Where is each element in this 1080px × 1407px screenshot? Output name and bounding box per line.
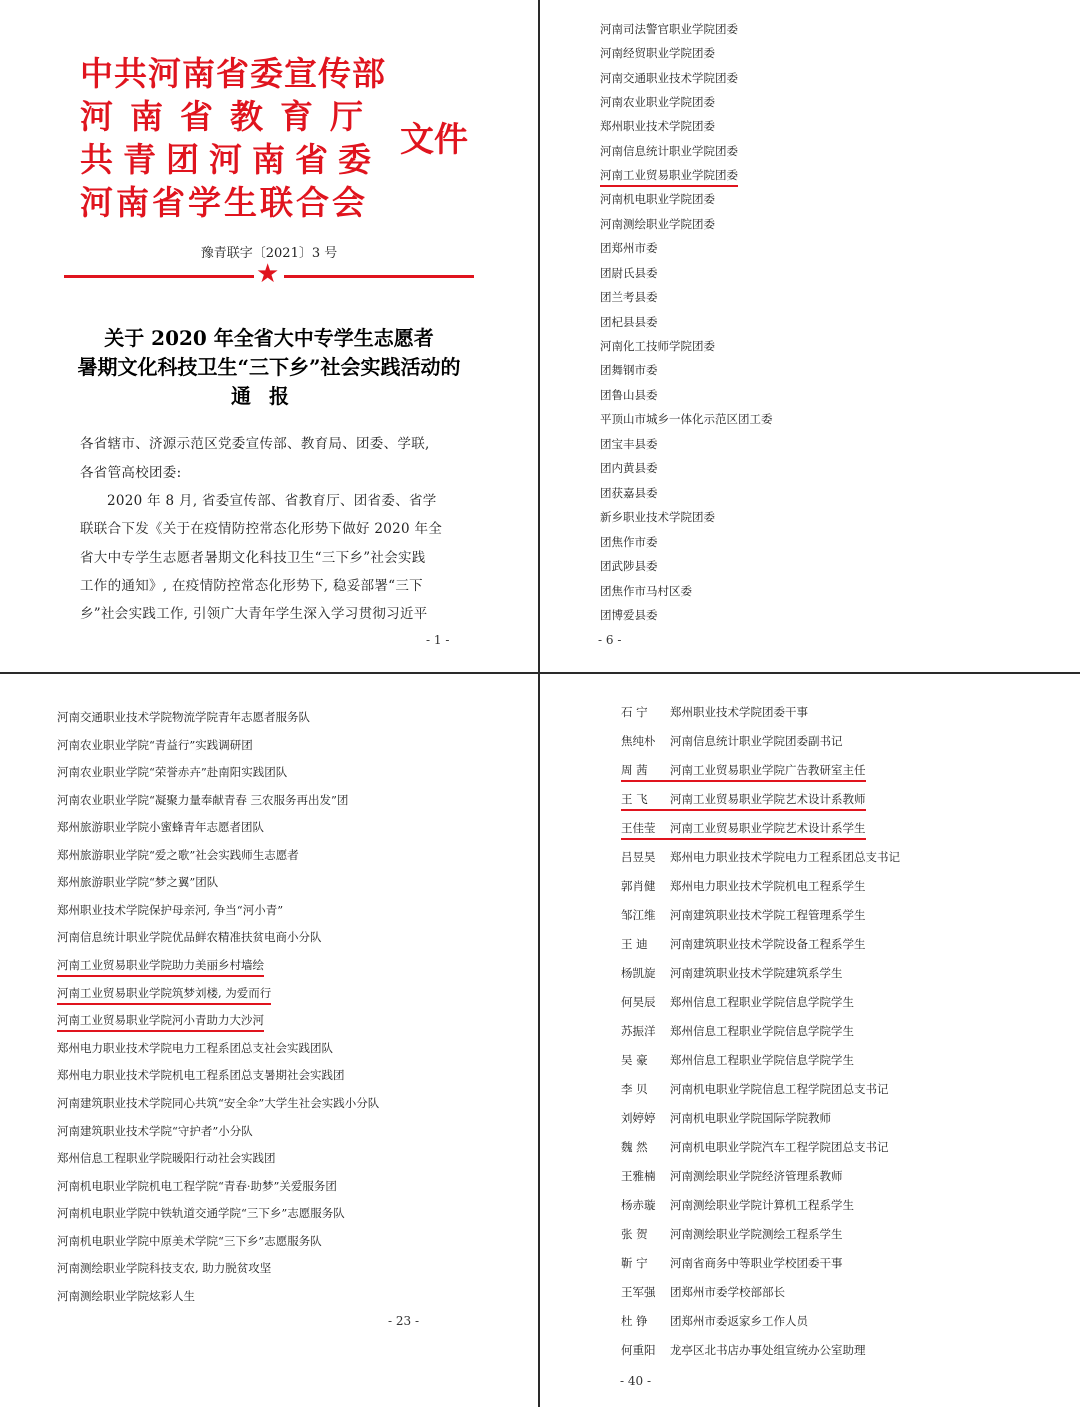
list-item: 河南机电职业学院中原美术学院“三下乡”志愿服务队 xyxy=(57,1234,322,1248)
body-line: 各省管高校团委: xyxy=(80,465,182,481)
person-name: 杨凯旋 xyxy=(621,966,656,980)
person-name: 何重阳 xyxy=(621,1343,656,1357)
person-name: 邹江维 xyxy=(621,908,656,922)
person-name: 王军强 xyxy=(621,1285,656,1299)
person-position: 龙亭区北书店办事处组宣统办公室助理 xyxy=(670,1343,866,1357)
person-name: 张 贺 xyxy=(621,1227,648,1241)
person-position: 河南工业贸易职业学院广告教研室主任 xyxy=(670,763,866,777)
list-item: 团尉氏县委 xyxy=(600,266,658,280)
list-item: 河南农业职业学院“青益行”实践调研团 xyxy=(57,738,253,752)
person-position: 团郑州市委学校部部长 xyxy=(670,1285,785,1299)
list-item: 郑州信息工程职业学院暖阳行动社会实践团 xyxy=(57,1151,276,1165)
person-position: 河南建筑职业技术学院设备工程系学生 xyxy=(670,937,866,951)
person-row-highlighted xyxy=(621,791,866,811)
person-position: 河南信息统计职业学院团委副书记 xyxy=(670,734,843,748)
list-item: 河南机电职业学院团委 xyxy=(600,192,715,206)
person-row xyxy=(621,1139,889,1155)
person-name: 王 飞 xyxy=(621,792,648,806)
list-item: 团获嘉县委 xyxy=(600,486,658,500)
person-row xyxy=(621,1226,843,1242)
person-position: 郑州电力职业技术学院机电工程系学生 xyxy=(670,879,866,893)
list-item: 团鲁山县委 xyxy=(600,388,658,402)
person-row xyxy=(621,1255,843,1271)
person-name: 吕昱昊 xyxy=(621,850,656,864)
list-item: 河南测绘职业学院炫彩人生 xyxy=(57,1289,195,1303)
body-line: 2020 年 8 月, 省委宣传部、省教育厅、团省委、省学 xyxy=(107,493,437,509)
person-row-highlighted xyxy=(621,820,866,840)
person-row xyxy=(621,994,854,1010)
person-row xyxy=(621,733,843,749)
person-name: 刘婷婷 xyxy=(621,1111,656,1125)
issuer-youth-league: 共青团河南省委 xyxy=(80,140,381,179)
list-item: 河南化工技师学院团委 xyxy=(600,339,715,353)
person-position: 河南机电职业学院汽车工程学院团总支书记 xyxy=(670,1140,889,1154)
person-name: 魏 然 xyxy=(621,1140,648,1154)
list-item-highlighted: 河南工业贸易职业学院筑梦刘楼, 为爱而行 xyxy=(57,985,271,1005)
list-item: 河南测绘职业学院科技支农, 助力脱贫攻坚 xyxy=(57,1261,272,1275)
list-item-highlighted: 河南工业贸易职业学院团委 xyxy=(600,167,738,187)
issuer-student-federation: 河南省学生联合会 xyxy=(80,183,368,222)
body-line: 工作的通知》, 在疫情防控常态化形势下, 稳妥部署“三下 xyxy=(80,578,423,594)
list-item: 郑州职业技术学院团委 xyxy=(600,119,715,133)
notice-title-line-1: 关于 2020 年全省大中专学生志愿者 xyxy=(104,326,434,350)
list-item: 新乡职业技术学院团委 xyxy=(600,510,715,524)
person-position: 河南测绘职业学院计算机工程系学生 xyxy=(670,1198,854,1212)
list-item: 河南交通职业技术学院物流学院青年志愿者服务队 xyxy=(57,710,310,724)
person-name: 吴 豪 xyxy=(621,1053,648,1067)
list-item: 河南交通职业技术学院团委 xyxy=(600,71,738,85)
list-item: 团兰考县委 xyxy=(600,290,658,304)
list-item: 郑州职业技术学院保护母亲河, 争当“河小青” xyxy=(57,903,284,917)
list-item: 河南信息统计职业学院团委 xyxy=(600,144,738,158)
page-number: - 40 - xyxy=(620,1374,652,1388)
person-position: 河南建筑职业技术学院工程管理系学生 xyxy=(670,908,866,922)
list-item-highlighted: 河南工业贸易职业学院助力美丽乡村墙绘 xyxy=(57,957,264,977)
red-star-icon: ★ xyxy=(256,259,280,289)
person-row xyxy=(621,1110,831,1126)
list-item: 团郑州市委 xyxy=(600,241,658,255)
list-item: 团焦作市马村区委 xyxy=(600,584,692,598)
person-name: 杨赤璇 xyxy=(621,1198,656,1212)
person-row xyxy=(621,704,808,720)
person-position: 河南测绘职业学院测绘工程系学生 xyxy=(670,1227,843,1241)
person-row xyxy=(621,1313,808,1329)
document-number: 豫青联字〔2021〕3 号 xyxy=(200,246,338,261)
person-name: 何昊辰 xyxy=(621,995,656,1009)
person-position: 河南工业贸易职业学院艺术设计系学生 xyxy=(670,821,866,835)
person-row xyxy=(621,1052,854,1068)
list-item: 团内黄县委 xyxy=(600,461,658,475)
list-item: 河南司法警官职业学院团委 xyxy=(600,22,738,36)
person-name: 郭肖健 xyxy=(621,879,656,893)
body-line: 乡”社会实践工作, 引领广大青年学生深入学习贯彻习近平 xyxy=(80,606,428,622)
list-item: 郑州电力职业技术学院电力工程系团总支社会实践团队 xyxy=(57,1041,333,1055)
document-page-23 xyxy=(0,674,538,1407)
person-row xyxy=(621,878,866,894)
person-name: 王雅楠 xyxy=(621,1169,656,1183)
body-line: 各省辖市、济源示范区党委宣传部、教育局、团委、学联, xyxy=(80,436,430,452)
person-row xyxy=(621,1168,843,1184)
person-name: 石 宁 xyxy=(621,705,648,719)
person-row xyxy=(621,1197,854,1213)
person-name: 李 贝 xyxy=(621,1082,648,1096)
list-item: 郑州电力职业技术学院机电工程系团总支暑期社会实践团 xyxy=(57,1068,345,1082)
person-position: 河南工业贸易职业学院艺术设计系教师 xyxy=(670,792,866,806)
list-item: 河南经贸职业学院团委 xyxy=(600,46,715,60)
list-item-highlighted: 河南工业贸易职业学院河小青助力大沙河 xyxy=(57,1012,264,1032)
page-number: - 1 - xyxy=(426,633,450,647)
body-line: 省大中专学生志愿者暑期文化科技卫生“三下乡”社会实践 xyxy=(80,550,426,566)
person-row xyxy=(621,849,900,865)
person-row xyxy=(621,1284,785,1300)
list-item: 平顶山市城乡一体化示范区团工委 xyxy=(600,412,773,426)
person-name: 杜 铮 xyxy=(621,1314,648,1328)
list-item: 团宝丰县委 xyxy=(600,437,658,451)
person-position: 郑州电力职业技术学院电力工程系团总支书记 xyxy=(670,850,900,864)
notice-title-line-3: 通报 xyxy=(231,384,307,408)
person-name: 王 迪 xyxy=(621,937,648,951)
list-item: 河南信息统计职业学院优品鲜农精准扶贫电商小分队 xyxy=(57,930,322,944)
horizontal-page-divider xyxy=(0,672,1080,674)
person-position: 河南机电职业学院国际学院教师 xyxy=(670,1111,831,1125)
person-position: 郑州职业技术学院团委干事 xyxy=(670,705,808,719)
person-row xyxy=(621,1023,854,1039)
list-item: 河南农业职业学院“凝聚力量奉献青春 三农服务再出发”团 xyxy=(57,793,349,807)
notice-title-line-2: 暑期文化科技卫生“三下乡”社会实践活动的 xyxy=(77,355,461,379)
person-row xyxy=(621,965,843,981)
person-name: 靳 宁 xyxy=(621,1256,648,1270)
vertical-page-divider xyxy=(538,0,540,1407)
person-row-highlighted xyxy=(621,762,866,782)
list-item: 郑州旅游职业学院“梦之翼”团队 xyxy=(57,875,219,889)
document-page-1 xyxy=(0,0,538,672)
list-item: 河南农业职业学院团委 xyxy=(600,95,715,109)
page-number: - 6 - xyxy=(598,633,622,647)
list-item: 郑州旅游职业学院“爱之歌”社会实践师生志愿者 xyxy=(57,848,299,862)
document-page-6 xyxy=(540,0,1080,672)
list-item: 河南测绘职业学院团委 xyxy=(600,217,715,231)
list-item: 团杞县县委 xyxy=(600,315,658,329)
person-row xyxy=(621,936,866,952)
document-page-40 xyxy=(540,674,1080,1407)
document-label: 文件 xyxy=(400,120,468,160)
person-name: 苏振洋 xyxy=(621,1024,656,1038)
page-number: - 23 - xyxy=(388,1314,420,1328)
person-position: 河南机电职业学院信息工程学院团总支书记 xyxy=(670,1082,889,1096)
issuer-propaganda-department: 中共河南省委宣传部 xyxy=(80,54,386,93)
person-row xyxy=(621,907,866,923)
list-item: 郑州旅游职业学院小蜜蜂青年志愿者团队 xyxy=(57,820,264,834)
issuer-education-department: 河南省教育厅 xyxy=(80,97,380,136)
person-name: 周 茜 xyxy=(621,763,648,777)
list-item: 河南机电职业学院中铁轨道交通学院“三下乡”志愿服务队 xyxy=(57,1206,345,1220)
person-row xyxy=(621,1081,889,1097)
person-position: 郑州信息工程职业学院信息学院学生 xyxy=(670,1053,854,1067)
person-position: 河南建筑职业技术学院建筑系学生 xyxy=(670,966,843,980)
list-item: 河南建筑职业技术学院同心共筑“安全伞”大学生社会实践小分队 xyxy=(57,1096,380,1110)
list-item: 团武陟县委 xyxy=(600,559,658,573)
red-divider-left xyxy=(64,275,254,278)
person-name: 焦纯朴 xyxy=(621,734,656,748)
person-position: 郑州信息工程职业学院信息学院学生 xyxy=(670,995,854,1009)
list-item: 团博爱县委 xyxy=(600,608,658,622)
red-divider-right xyxy=(284,275,474,278)
person-position: 郑州信息工程职业学院信息学院学生 xyxy=(670,1024,854,1038)
person-row xyxy=(621,1342,866,1358)
body-line: 联联合下发《关于在疫情防控常态化形势下做好 2020 年全 xyxy=(80,521,443,537)
person-name: 王佳莹 xyxy=(621,821,656,835)
person-position: 河南省商务中等职业学校团委干事 xyxy=(670,1256,843,1270)
list-item: 团舞钢市委 xyxy=(600,363,658,377)
person-position: 团郑州市委返家乡工作人员 xyxy=(670,1314,808,1328)
list-item: 河南农业职业学院“荣誉赤卉”赴南阳实践团队 xyxy=(57,765,288,779)
person-position: 河南测绘职业学院经济管理系教师 xyxy=(670,1169,843,1183)
list-item: 团焦作市委 xyxy=(600,535,658,549)
list-item: 河南建筑职业技术学院“守护者”小分队 xyxy=(57,1124,253,1138)
list-item: 河南机电职业学院机电工程学院“青春·助梦”关爱服务团 xyxy=(57,1179,337,1193)
